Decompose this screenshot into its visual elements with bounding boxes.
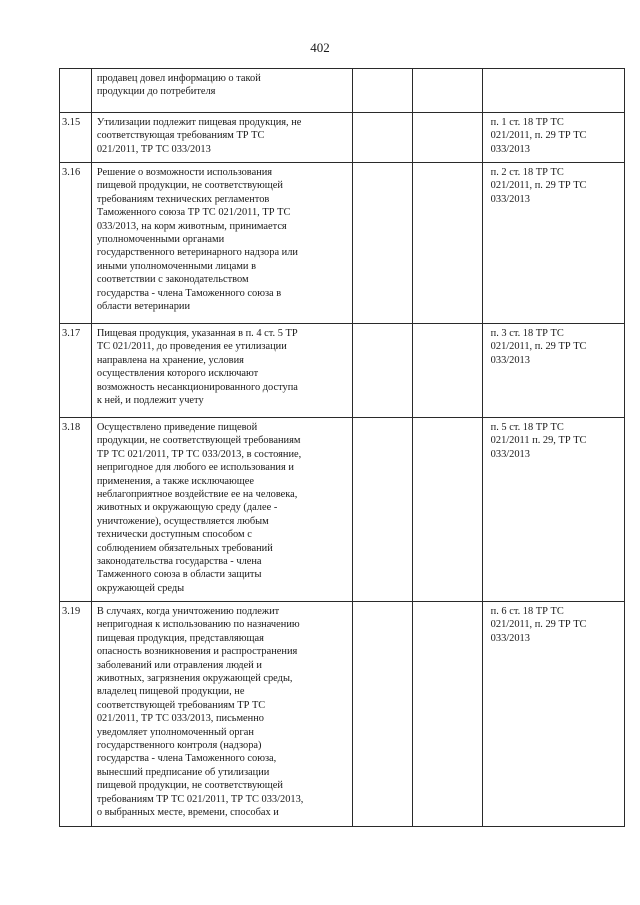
row-number: 3.16: [60, 163, 92, 324]
requirements-table: [59, 68, 625, 827]
empty-cell: [353, 113, 412, 163]
empty-cell: [412, 69, 482, 113]
empty-cell: [353, 602, 412, 827]
normative-reference: п. 3 ст. 18 ТР ТС 021/2011, п. 29 ТР ТС 033/2013: [482, 324, 624, 418]
empty-cell: [412, 113, 482, 163]
normative-reference: п. 2 ст. 18 ТР ТС 021/2011, п. 29 ТР ТС 033/2013: [482, 163, 624, 324]
table-row: [60, 163, 625, 324]
row-number: 3.18: [60, 418, 92, 602]
requirement-text: Утилизации подлежит пищевая продукция, не соответствующая требованиям ТР ТС 021/2011, ТР ТС 033/2013: [91, 113, 352, 163]
page-number: 402: [310, 40, 330, 55]
table-row: [60, 418, 625, 602]
empty-cell: [353, 418, 412, 602]
empty-cell: [412, 602, 482, 827]
row-number: 3.19: [60, 602, 92, 827]
empty-cell: [412, 418, 482, 602]
empty-cell: [353, 163, 412, 324]
requirement-text: В случаях, когда уничтожению подлежит непригодная к использованию по назначению пищевая продукция, представляющая опасность возникновения и распространения заболеваний или отравления людей и животных, загрязнения окружающей среды, владелец пищевой продукции, не соответствующей требованиям ТР ТС 021/2011, ТР ТС 033/2013, письменно уведомляет уполномоченный орган государственного контроля (надзора) государства - члена Таможенного союза, вынесший предписание об утилизации пищевой продукции, не соответствующей требованиям ТР ТС 021/2011, ТР ТС 033/2013, о выбранных месте, времени, способах и: [91, 602, 352, 827]
normative-reference: п. 6 ст. 18 ТР ТС 021/2011, п. 29 ТР ТС 033/2013: [482, 602, 624, 827]
normative-reference: [482, 69, 624, 113]
row-number: 3.17: [60, 324, 92, 418]
requirement-text: Осуществлено приведение пищевой продукции, не соответствующей требованиям ТР ТС 021/2011, ТР ТС 033/2013, в состояние, непригодное для любого ее использования и применения, а также исключающее неблагоприятное воздействие ее на человека, животных и окружающую среду (далее - уничтожение), осуществляется любым технически доступным способом с соблюдением обязательных требований законодательства государства - члена Тамженного союза в области защиты окружающей среды: [91, 418, 352, 602]
row-number: [60, 69, 92, 113]
empty-cell: [412, 324, 482, 418]
table-row: [60, 113, 625, 163]
row-number: 3.15: [60, 113, 92, 163]
table-row: [60, 602, 625, 827]
table-row: [60, 324, 625, 418]
normative-reference: п. 1 ст. 18 ТР ТС 021/2011, п. 29 ТР ТС 033/2013: [482, 113, 624, 163]
requirement-text: продавец довел информацию о такой продукции до потребителя: [91, 69, 352, 113]
empty-cell: [353, 324, 412, 418]
requirement-text: Пищевая продукция, указанная в п. 4 ст. 5 ТР ТС 021/2011, до проведения ее утилизации направлена на хранение, условия осуществления которого исключают возможность несанкционированного доступа к ней, и подлежит учету: [91, 324, 352, 418]
table-row: [60, 69, 625, 113]
normative-reference: п. 5 ст. 18 ТР ТС 021/2011 п. 29, ТР ТС 033/2013: [482, 418, 624, 602]
requirement-text: Решение о возможности использования пищевой продукции, не соответствующей требованиям технических регламентов Таможенного союза ТР ТС 021/2011, ТР ТС 033/2013, на корм животным, принимается уполномоченными органами государственного ветеринарного надзора или иными уполномоченными лицами в соответствии с законодательством государства - члена Таможенного союза в области ветеринарии: [91, 163, 352, 324]
empty-cell: [412, 163, 482, 324]
empty-cell: [353, 69, 412, 113]
